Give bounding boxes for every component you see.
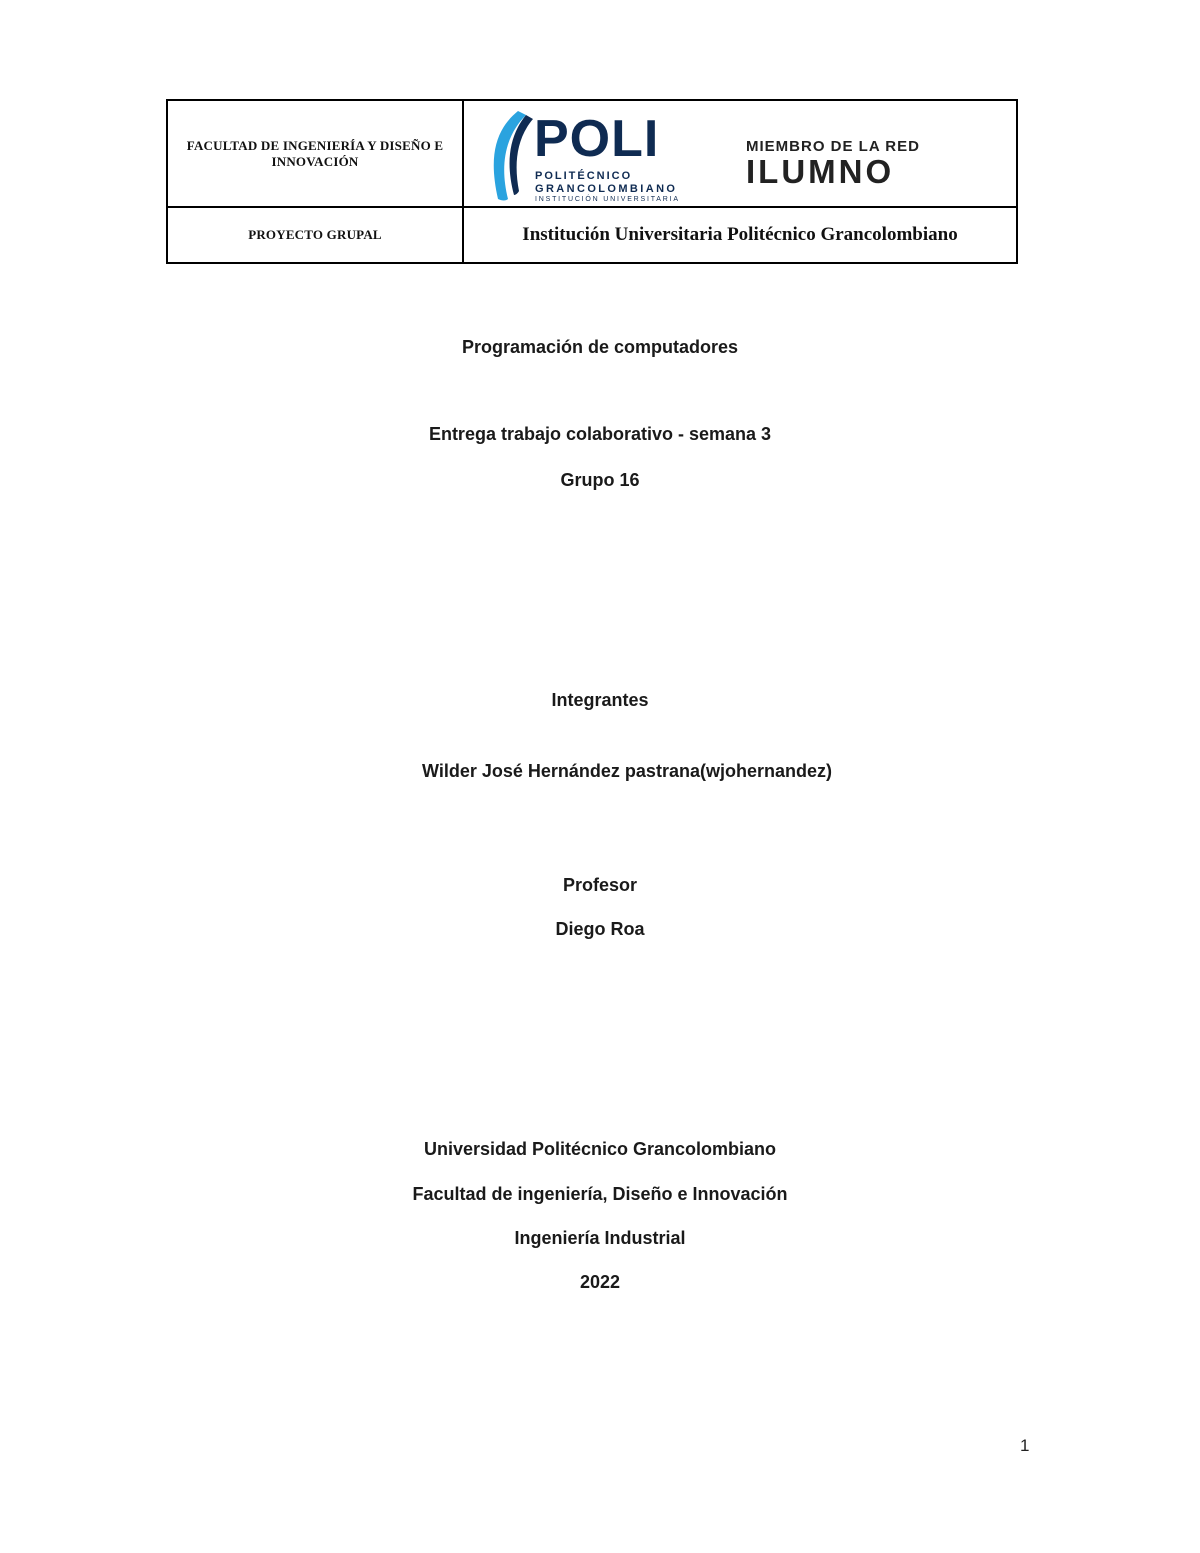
- group-line: Grupo 16: [560, 470, 640, 490]
- member-name: Wilder José Hernández pastrana(wjohernandez): [422, 761, 832, 781]
- members-label: Integrantes: [551, 690, 649, 710]
- ilumno-logo-word: ILUMNO: [746, 153, 895, 190]
- university-line: Universidad Politécnico Grancolombiano: [423, 1139, 777, 1159]
- project-cell: PROYECTO GRUPAL: [167, 207, 463, 263]
- ilumno-logo-top: MIEMBRO DE LA RED: [746, 138, 920, 155]
- program-line: Ingeniería Industrial: [514, 1228, 686, 1248]
- delivery-line: Entrega trabajo colaborativo - semana 3: [428, 424, 772, 444]
- faculty-cell: [167, 100, 463, 207]
- professor-name: Diego Roa: [555, 919, 645, 939]
- page-number: 1: [1020, 1436, 1030, 1455]
- header-table: [166, 99, 1018, 264]
- year-line: 2022: [579, 1272, 621, 1292]
- institution-cell: Institución Universitaria Politécnico Grancolombiano: [463, 207, 1017, 263]
- poli-logo-word: POLI: [534, 110, 660, 168]
- poli-logo-line2: GRANCOLOMBIANO: [535, 183, 678, 195]
- professor-label: Profesor: [562, 875, 638, 895]
- faculty-line: Facultad de ingeniería, Diseño e Innovación: [412, 1184, 788, 1204]
- poli-logo-line1: POLITÉCNICO: [535, 170, 633, 182]
- poli-logo-line3: INSTITUCIÓN UNIVERSITARIA: [535, 196, 680, 203]
- poli-swoosh-logo: [478, 107, 538, 207]
- course-title: Programación de computadores: [461, 337, 739, 357]
- faculty-heading: FACULTAD DE INGENIERÍA Y DISEÑO E INNOVACIÓN: [186, 137, 444, 169]
- logo-cell: [463, 100, 1017, 207]
